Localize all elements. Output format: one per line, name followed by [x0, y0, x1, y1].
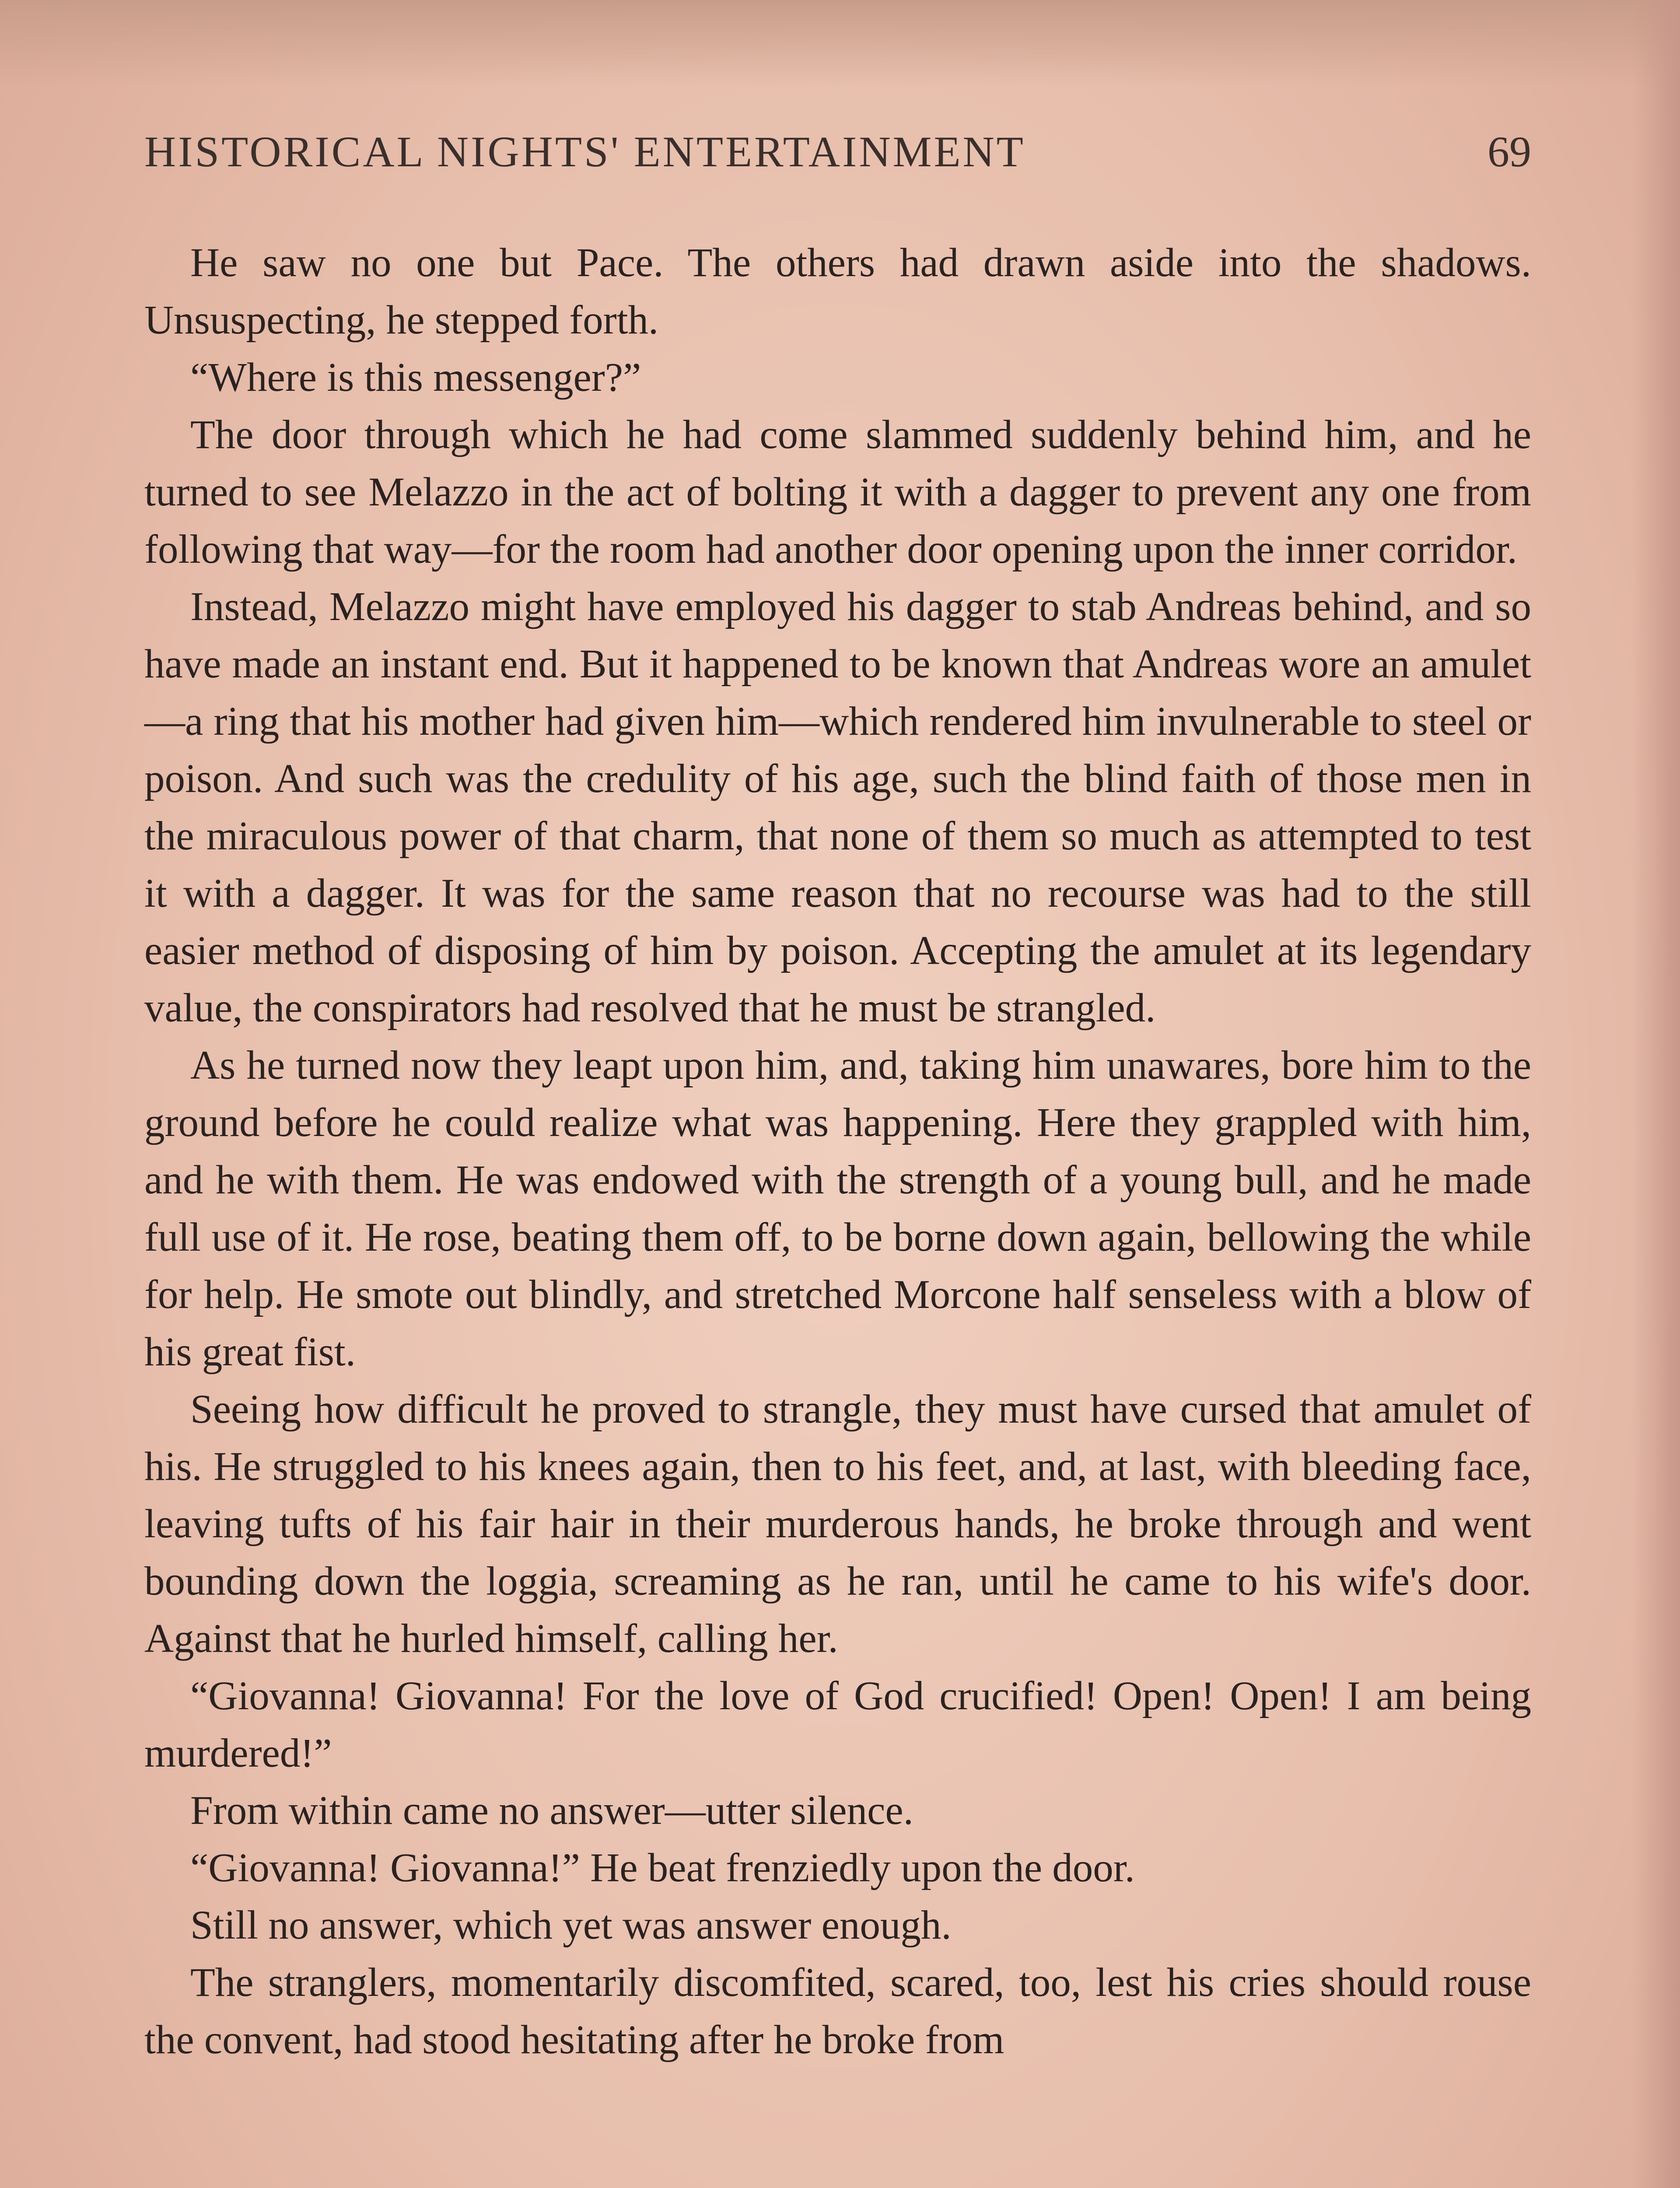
paragraph: He saw no one but Pace. The others had drawn aside into the shadows. Unsuspecting, he stepped forth. [144, 240, 1531, 343]
paragraph: Still no answer, which yet was answer enough. [190, 1903, 952, 1948]
page-number: 69 [1488, 127, 1531, 176]
body-text [144, 234, 1531, 2069]
paragraph: From within came no answer—utter silence. [190, 1788, 914, 1833]
paragraph: Seeing how difficult he proved to strangle, they must have cursed that amulet of his. He struggled to his knees again, then to his feet, and, at last, with bleeding face, leaving tufts of his fair hair in their murderous hands, he broke through and went bounding down the loggia, screaming as he ran, until he came to his wife's door. Against that he hurled himself, calling her. [144, 1387, 1531, 1661]
paragraph: As he turned now they leapt upon him, and, taking him unawares, bore him to the ground before he could realize what was happening. Here they grappled with him, and he with them. He was endowed with the strength of a young bull, and he made full use of it. He rose, beating them off, to be borne down again, bellowing the while for help. He smote out blindly, and stretched Morcone half senseless with a blow of his great fist. [144, 1043, 1531, 1375]
paragraph: The stranglers, momentarily discomfited, scared, too, lest his cries should rouse the convent, had stood hesitating after he broke from [144, 1960, 1531, 2062]
paragraph: The door through which he had come slammed suddenly behind him, and he turned to see Melazzo in the act of bolting it with a dagger to prevent any one from following that way—for the room had another door opening upon the inner corridor. [144, 412, 1531, 572]
running-head [144, 125, 1531, 178]
running-title: HISTORICAL NIGHTS' ENTERTAINMENT [144, 127, 1026, 176]
paragraph: “Giovanna! Giovanna! For the love of God crucified! Open! Open! I am being murdered!” [144, 1673, 1531, 1776]
paragraph: “Where is this messenger?” [190, 355, 641, 400]
paragraph: “Giovanna! Giovanna!” He beat frenziedly upon the door. [190, 1845, 1135, 1890]
paragraph: Instead, Melazzo might have employed his dagger to stab Andreas behind, and so have made an instant end. But it happened to be known that Andreas wore an amulet—a ring that his mother had given him—which rendered him invulnerable to steel or poison. And such was the credulity of his age, such the blind faith of those men in the miraculous power of that charm, that none of them so much as attempted to test it with a dagger. It was for the same reason that no recourse was had to the still easier method of disposing of him by poison. Accepting the amulet at its legendary value, the conspirators had resolved that he must be strangled. [144, 584, 1531, 1031]
